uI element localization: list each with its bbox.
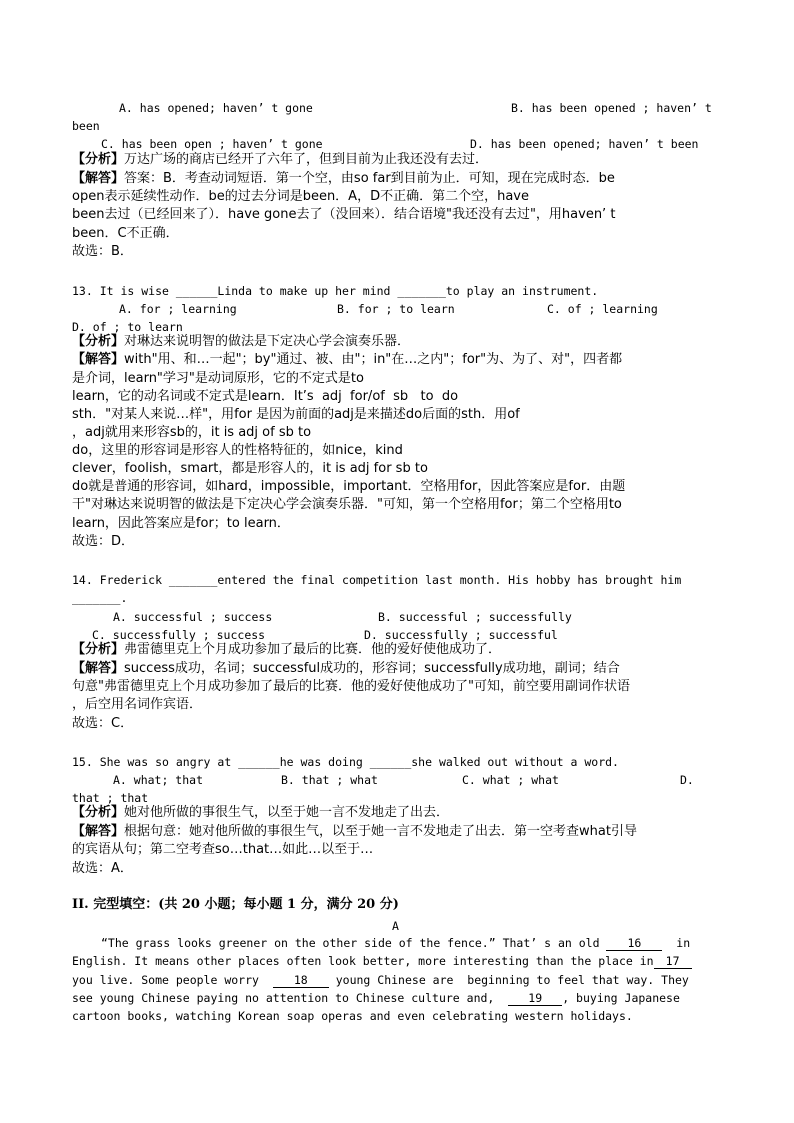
passage-text: English. It means other places often look better, more interesting than the place in [72,954,654,968]
q14-option-c: C. successfully ; success [92,628,266,642]
q12-option-b: B. has been opened ; haven’ t [511,101,712,115]
q12-analysis [72,152,488,168]
q13-answer-line-1: learn，它的动名词或不定式是learn．It’s adj for/of sb to do [72,389,459,404]
q13-option-b: B. for ; to learn [337,302,455,316]
blank-18: 18 [273,973,329,988]
q12-option-c: C. has been open ; haven’ t gone [101,137,323,151]
passage-line-1 [101,935,690,951]
section-part-label: A [392,919,399,933]
q12-analysis-text: 万达广场的商店已经开了六年了，但到目前为止我还没有去过． [124,152,489,167]
passage-line-5: cartoon books, watching Korean soap operas and even celebrating western holidays. [72,1009,633,1023]
answer-tag: 【解答】 [72,171,125,186]
q13-answer-line-3: ，adj就用来形容sb的，it is adj of sb to [72,425,312,440]
q14-answer-line-1: ，后空用名词作宾语． [72,697,203,712]
answer-tag: 【解答】 [72,661,125,676]
section-heading: II. 完型填空：(共 20 小题；每小题 1 分，满分 20 分) [72,897,399,912]
passage-line-4 [72,990,680,1006]
q15-choice: 故选：A． [72,861,133,876]
q15-stem: 15. She was so angry at ______he was doing ______she walked out without a word. [72,755,619,769]
q12-answer-line-0: 答案：B．考查动词短语．第一个空，由so far到目前为止．可知，现在完成时态．be [124,171,615,186]
q13-stem: 13. It is wise ______Linda to make up her mind _______to play an instrument. [72,284,599,298]
q14-choice: 故选：C． [72,716,134,731]
q13-answer-line-2: sth．"对某人来说…样"，用for 是因为前面的adj是来描述do后面的sth．用of [72,407,520,422]
q13-answer-line-0: 是介词，learn"学习"是动词原形，它的不定式是to [72,371,364,386]
q13-answer-line-5: clever，foolish，smart，都是形容人的，it is adj for sb to [72,461,428,476]
q13-answer-line-6: do就是普通的形容词，如hard，impossible，important．空格用for，因此答案应是for．由题 [72,479,626,494]
q13-option-c: C. of ; learning [547,302,658,316]
q12-choice: 故选：B． [72,244,133,259]
q12-answer-line-2: been去过（已经回来了）．have gone去了（没回来）．结合语境"我还没有去过"，用haven’ t [72,207,616,222]
q12-option-b-cont: been [72,119,100,133]
q13-analysis [72,334,410,350]
q15-option-d-cont: that ; that [72,791,149,805]
q13-answer-first: with"用、和…一起"；by"通过、被、由"；in"在…之内"；for"为、为了、对"，四者都 [124,352,623,367]
analysis-tag: 【分析】 [72,805,125,820]
q14-analysis-text: 弗雷德里克上个月成功参加了最后的比赛．他的爱好使他成功了． [124,642,502,657]
q15-option-a: A. what; that [113,773,204,787]
blank-16: 16 [606,936,662,951]
passage-text: in [676,936,691,950]
passage-line-3 [72,972,689,988]
q14-stem: 14. Frederick _______entered the final competition last month. His hobby has brought him [72,573,682,587]
q15-option-c: C. what ; what [462,773,559,787]
q15-option-d: D. [680,773,694,787]
passage-text: “The grass looks greener on the other side of the fence.” That’ s an old [101,936,600,950]
blank-17: 17 [654,954,692,969]
q12-answer [72,171,615,187]
passage-text: young Chinese are beginning to feel that way. They [335,973,689,987]
q13-option-d: D. of ; to learn [72,320,183,334]
q12-option-d: D. has been opened; haven’ t been [470,137,699,151]
q13-choice: 故选：D． [72,534,135,549]
q13-answer-line-8: learn，因此答案应是for；to learn． [72,516,290,531]
q14-stem-cont: _______. [72,591,128,605]
passage-text: see young Chinese paying no attention to Chinese culture and, [72,991,495,1005]
q12-answer-line-1: open表示延续性动作．be的过去分词是been．A，D不正确．第二个空，have [72,189,529,204]
passage-text: , buying Japanese [562,991,680,1005]
q14-option-b: B. successful ; successfully [378,610,572,624]
q14-option-a: A. successful ; success [113,610,273,624]
q15-answer-first: 根据句意：她对他所做的事很生气，以至于她一言不发地走了出去．第一空考查what引导 [124,824,637,839]
analysis-tag: 【分析】 [72,334,125,349]
passage-line-2 [72,953,692,969]
q14-answer [72,661,620,677]
q15-answer [72,824,637,840]
analysis-tag: 【分析】 [72,642,125,657]
analysis-tag: 【分析】 [72,152,125,167]
answer-tag: 【解答】 [72,824,125,839]
q15-answer-line-0: 的宾语从句；第二空考查so…that…如此…以至于… [72,842,374,857]
q14-answer-first: success成功，名词；successful成功的，形容词；successfully成功地，副词；结合 [124,661,620,676]
q14-analysis [72,642,501,658]
q13-answer-line-4: do，这里的形容词是形容人的性格特征的，如nice，kind [72,443,403,458]
q15-analysis-text: 她对他所做的事很生气，以至于她一言不发地走了出去． [124,805,450,820]
q14-answer-line-0: 句意"弗雷德里克上个月成功参加了最后的比赛．他的爱好使他成功了"可知，前空要用副词作状语 [72,679,630,694]
q13-answer-line-7: 干"对琳达来说明智的做法是下定决心学会演奏乐器．"可知，第一个空格用for；第二个空格用to [72,497,622,512]
q13-analysis-text: 对琳达来说明智的做法是下定决心学会演奏乐器． [124,334,411,349]
q15-option-b: B. that ; what [281,773,378,787]
q12-answer-line-3: been．C不正确． [72,226,179,241]
q13-answer [72,352,622,368]
passage-text: you live. Some people worry [72,973,259,987]
q14-option-d: D. successfully ; successful [364,628,558,642]
blank-19: 19 [508,991,562,1006]
q12-option-a: A. has opened; haven’ t gone [119,101,313,115]
q15-analysis [72,805,449,821]
q13-option-a: A. for ; learning [119,302,237,316]
answer-tag: 【解答】 [72,352,125,367]
